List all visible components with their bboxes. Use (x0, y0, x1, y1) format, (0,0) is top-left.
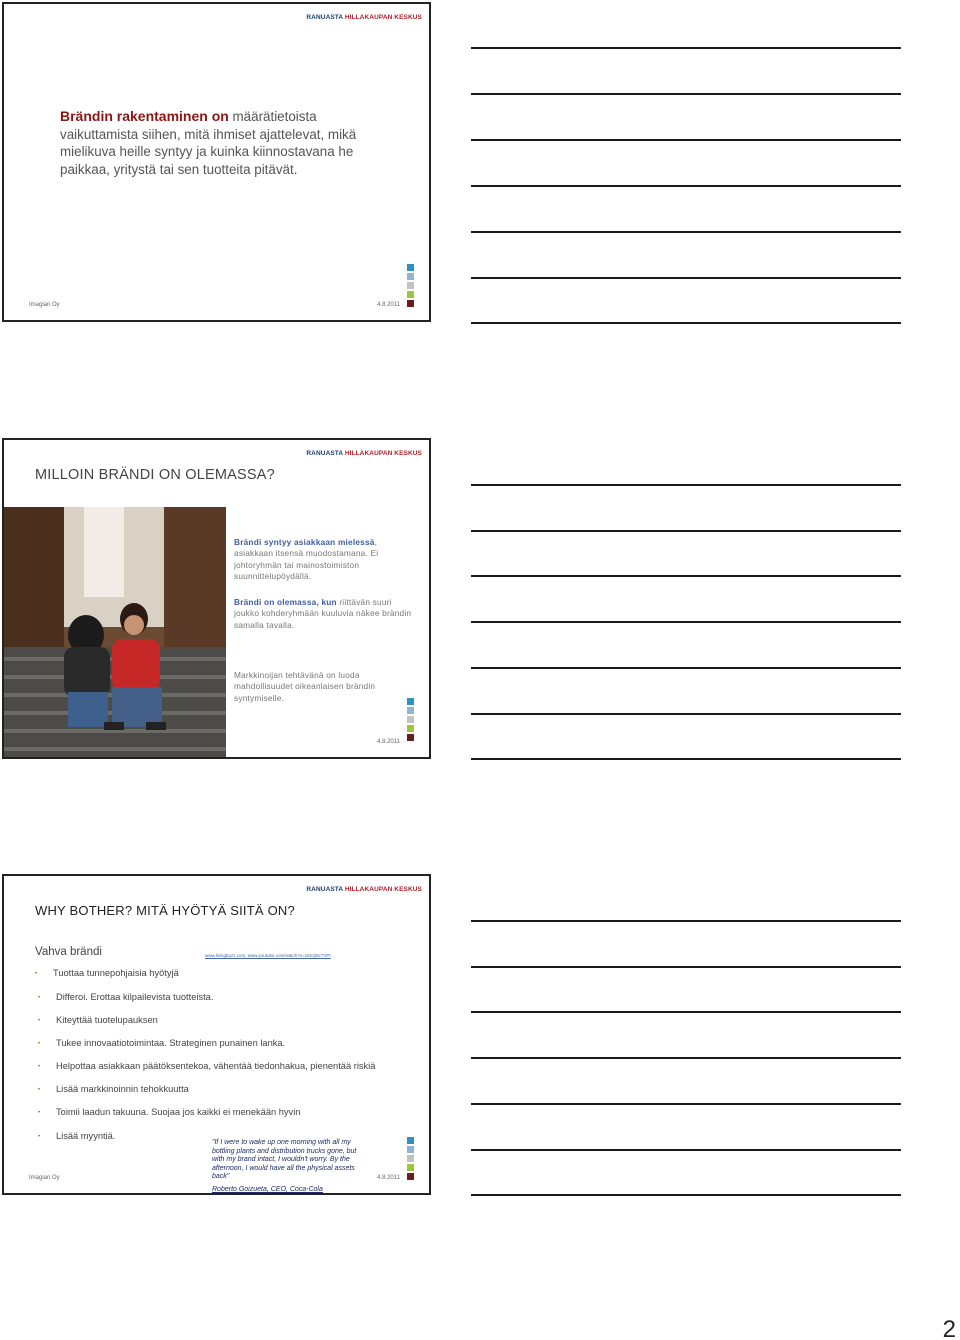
coca-cola-quote (212, 1139, 370, 1195)
bullet-dot-icon: • (38, 1109, 41, 1116)
brand-part-2: HILLAKAUPAN KESKUS (344, 14, 422, 21)
note-line (471, 667, 901, 669)
note-line (471, 758, 901, 760)
note-line (471, 1149, 901, 1151)
bullet-text: Helpottaa asiakkaan päätöksentekoa, vähentää tiedonhakua, pienentää riskiä (56, 1061, 376, 1071)
slide3-footer-date: 4.8.2011 (377, 1175, 400, 1181)
bullet-dot-icon: • (38, 1063, 41, 1070)
bullet-text: Tuottaa tunnepohjaisia hyötyjä (53, 968, 179, 978)
slide3-reference-links[interactable]: www.livingbuzz.com, www.youtube.com/watch?v=1i0cQKr7VPI (205, 953, 331, 958)
note-line (471, 322, 901, 324)
bullet-item (35, 968, 179, 978)
note-line (471, 621, 901, 623)
slide-2 (2, 438, 431, 759)
brand-logo-text (306, 450, 422, 457)
decorative-squares (407, 698, 414, 743)
note-line (471, 966, 901, 968)
bullet-dot-icon: • (38, 1133, 41, 1140)
slide-1 (2, 2, 431, 322)
slide2-paragraph-3: Markkinoijan tehtävänä on luoda mahdollisuudet oikeanlaisen brändin syntymiselle. (234, 670, 376, 703)
slide1-footer-date: 4.8.2011 (377, 302, 400, 308)
brand-part-1: RANUASTA (306, 450, 345, 457)
slide3-title: WHY BOTHER? MITÄ HYÖTYÄ SIITÄ ON? (35, 903, 295, 918)
slide2-paragraph-2 (234, 597, 414, 631)
slide2-paragraph-1-rest: , asiakkaan itsensä muodostamana. Ei johtoryhmän tai mainostoimiston suunnittelupöydällä. (234, 537, 379, 581)
bullet-dot-icon: • (38, 1017, 41, 1024)
bullet-dot-icon: • (38, 1086, 41, 1093)
couple-on-stairs-photo (4, 507, 226, 757)
bullet-dot-icon: • (35, 970, 38, 977)
bullet-text: Tukee innovaatiotoimintaa. Strateginen punainen lanka. (56, 1038, 286, 1048)
slide3-subtitle: Vahva brändi (35, 946, 102, 958)
brand-part-1: RANUASTA (306, 14, 345, 21)
slide1-statement-strong: Brändin rakentaminen on (60, 108, 229, 124)
brand-part-2: HILLAKAUPAN KESKUS (344, 886, 422, 893)
page-number: 2 (942, 1316, 956, 1340)
note-line (471, 575, 901, 577)
note-line (471, 277, 901, 279)
note-line (471, 1103, 901, 1105)
bullet-item (38, 1107, 300, 1117)
slide1-statement (60, 108, 390, 178)
slide2-paragraph-1 (234, 537, 414, 582)
note-line (471, 47, 901, 49)
note-line (471, 920, 901, 922)
note-line (471, 484, 901, 486)
slide2-footer-date: 4.8.2011 (377, 739, 400, 745)
brand-logo-text (306, 14, 422, 21)
quote-author: Roberto Goizueta, CEO, Coca-Cola (212, 1185, 323, 1193)
quote-text: "If I were to wake up one morning with all my bottling plants and distribution trucks gone, but with my brand intact, I wouldn't worry. By the afternoon, I would have all the physical assets back" (212, 1139, 357, 1181)
bullet-dot-icon: • (38, 994, 41, 1001)
bullet-item (38, 1061, 375, 1071)
note-line (471, 1011, 901, 1013)
slide1-statement-rest: määrätietoista vaikuttamista siihen, mitä ihmiset ajattelevat, mikä mielikuva heille syntyy ja kuinka kiinnostavana he paikkaa, yritystä tai sen tuotteita pitävät. (60, 109, 357, 177)
bullet-text: Lisää markkinoinnin tehokkuutta (56, 1084, 189, 1094)
brand-part-2: HILLAKAUPAN KESKUS (344, 450, 422, 457)
bullet-text: Differoi. Erottaa kilpailevista tuotteista. (56, 992, 214, 1002)
note-line (471, 93, 901, 95)
note-line (471, 713, 901, 715)
slide1-footer-company: Imagian Oy (29, 302, 60, 308)
slide2-title: MILLOIN BRÄNDI ON OLEMASSA? (35, 467, 275, 483)
decorative-squares (407, 264, 414, 309)
note-line (471, 139, 901, 141)
bullet-item (38, 1131, 115, 1141)
slide-3 (2, 874, 431, 1195)
bullet-dot-icon: • (38, 1040, 41, 1047)
note-line (471, 185, 901, 187)
note-line (471, 1194, 901, 1196)
slide2-paragraph-2-rest: riittävän suuri joukko kohderyhmään kuuluvia näkee brändin samalla tavalla. (234, 597, 412, 630)
bullet-item (38, 1015, 158, 1025)
bullet-text: Toimii laadun takuuna. Suojaa jos kaikki ei menekään hyvin (56, 1107, 301, 1117)
note-line (471, 1057, 901, 1059)
bullet-text: Kiteyttää tuotelupauksen (56, 1015, 158, 1025)
slide2-paragraph-1-bold: Brändi syntyy asiakkaan mielessä (234, 537, 375, 547)
slide3-footer-company: Imagian Oy (29, 1175, 60, 1181)
note-line (471, 530, 901, 532)
bullet-item (38, 992, 213, 1002)
note-line (471, 231, 901, 233)
bullet-text: Lisää myyntiä. (56, 1131, 116, 1141)
slide2-paragraph-2-bold: Brändi on olemassa, kun (234, 597, 337, 607)
bullet-item (38, 1084, 189, 1094)
decorative-squares (407, 1137, 414, 1182)
brand-part-1: RANUASTA (306, 886, 345, 893)
bullet-item (38, 1038, 285, 1048)
brand-logo-text (306, 886, 422, 893)
